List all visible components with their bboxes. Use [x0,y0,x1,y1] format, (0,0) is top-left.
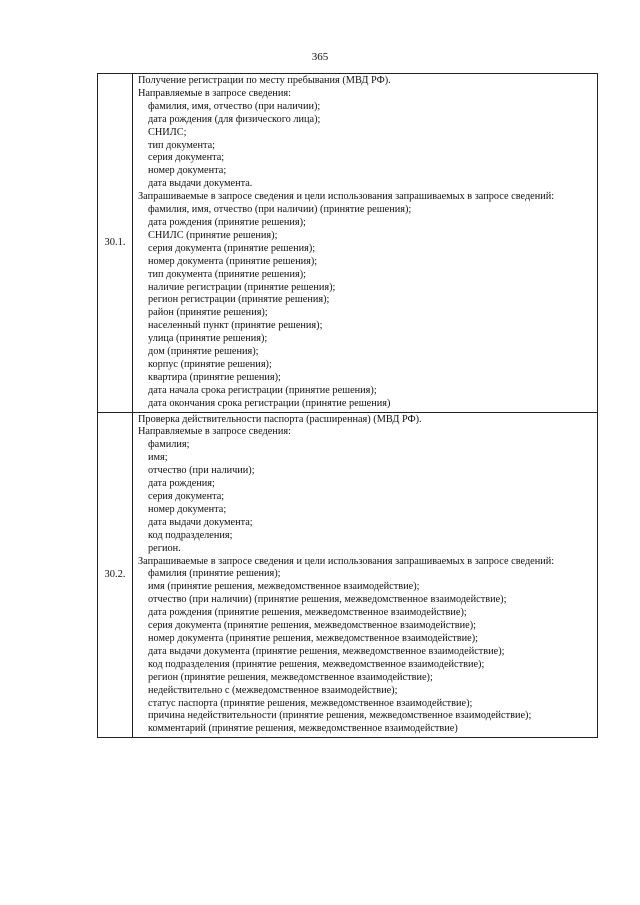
table-row [98,74,598,413]
requested-item: фамилия, имя, отчество (при наличии) (принятие решения); [148,204,412,216]
sent-item: дата рождения (для физического лица); [148,113,321,125]
sent-heading: Направляемые в запросе сведения: [138,426,291,438]
requested-item: отчество (при наличии) (принятие решения, межведомственное взаимодействие); [148,594,507,606]
requested-item: серия документа (принятие решения); [148,242,316,254]
row-content [133,74,598,413]
sent-item: фамилия, имя, отчество (при наличии); [148,100,321,112]
requested-item: имя (принятие решения, межведомственное взаимодействие); [148,581,420,593]
sent-item: номер документа; [148,503,227,515]
requested-item: номер документа (принятие решения); [148,255,318,267]
sent-item: имя; [148,452,168,464]
sent-item: СНИЛС; [148,126,187,138]
sent-heading: Направляемые в запросе сведения: [138,87,291,99]
sent-item: код подразделения; [148,529,233,541]
requested-item: регион (принятие решения, межведомственное взаимодействие); [148,671,433,683]
requested-heading: Запрашиваемые в запросе сведения и цели использования запрашиваемых в запросе сведений: [138,191,555,203]
services-table [97,73,598,738]
service-title: Получение регистрации по месту пребывания (МВД РФ). [138,75,391,86]
requested-heading: Запрашиваемые в запросе сведения и цели использования запрашиваемых в запросе сведений: [138,555,555,567]
sent-item: отчество (при наличии); [148,465,255,477]
requested-item: тип документа (принятие решения); [148,268,306,280]
sent-item: серия документа; [148,491,225,502]
requested-item: серия документа (принятие решения, межведомственное взаимодействие); [148,620,477,632]
requested-item: недействительно с (межведомственное взаимодействие); [148,684,398,696]
sent-item: регион. [148,542,181,554]
sent-item: серия документа; [148,152,225,164]
sent-item: фамилия; [148,439,190,451]
sent-item: дата рождения; [148,478,215,490]
requested-item: дом (принятие решения); [148,346,259,358]
requested-item: дата выдачи документа (принятие решения, межведомственное взаимодействие); [148,645,505,657]
requested-item: наличие регистрации (принятие решения); [148,281,336,293]
requested-item: комментарий (принятие решения, межведомственное взаимодействие) [148,723,458,735]
service-title: Проверка действительности паспорта (расширенная) (МВД РФ). [138,413,422,425]
sent-item: дата выдачи документа. [148,178,253,190]
requested-item: дата окончания срока регистрации (принятие решения) [148,397,391,409]
page-number: 365 [311,51,329,63]
requested-item: населенный пункт (принятие решения); [148,320,323,332]
requested-item: фамилия (принятие решения); [148,568,281,580]
table-row [98,412,598,738]
requested-item: СНИЛС (принятие решения); [148,229,278,241]
row-number: 30.2. [98,412,133,738]
requested-item: дата начала срока регистрации (принятие решения); [148,384,377,396]
requested-item: статус паспорта (принятие решения, межведомственное взаимодействие); [148,697,473,709]
requested-item: дата рождения (принятие решения); [148,216,306,228]
requested-item: регион регистрации (принятие решения); [148,294,330,306]
requested-item: дата рождения (принятие решения, межведомственное взаимодействие); [148,607,467,619]
requested-item: квартира (принятие решения); [148,371,281,383]
row-number: 30.1. [98,74,133,413]
sent-item: тип документа; [148,139,216,151]
sent-item: дата выдачи документа; [148,516,253,528]
requested-item: код подразделения (принятие решения, межведомственное взаимодействие); [148,658,485,670]
sent-item: номер документа; [148,165,227,177]
row-content [133,412,598,738]
requested-item: район (принятие решения); [148,307,268,319]
requested-item: улица (принятие решения); [148,333,268,345]
requested-item: номер документа (принятие решения, межведомственное взаимодействие); [148,632,479,644]
requested-item: корпус (принятие решения); [148,358,272,370]
requested-item: причина недействительности (принятие решения, межведомственное взаимодействие); [148,710,532,722]
